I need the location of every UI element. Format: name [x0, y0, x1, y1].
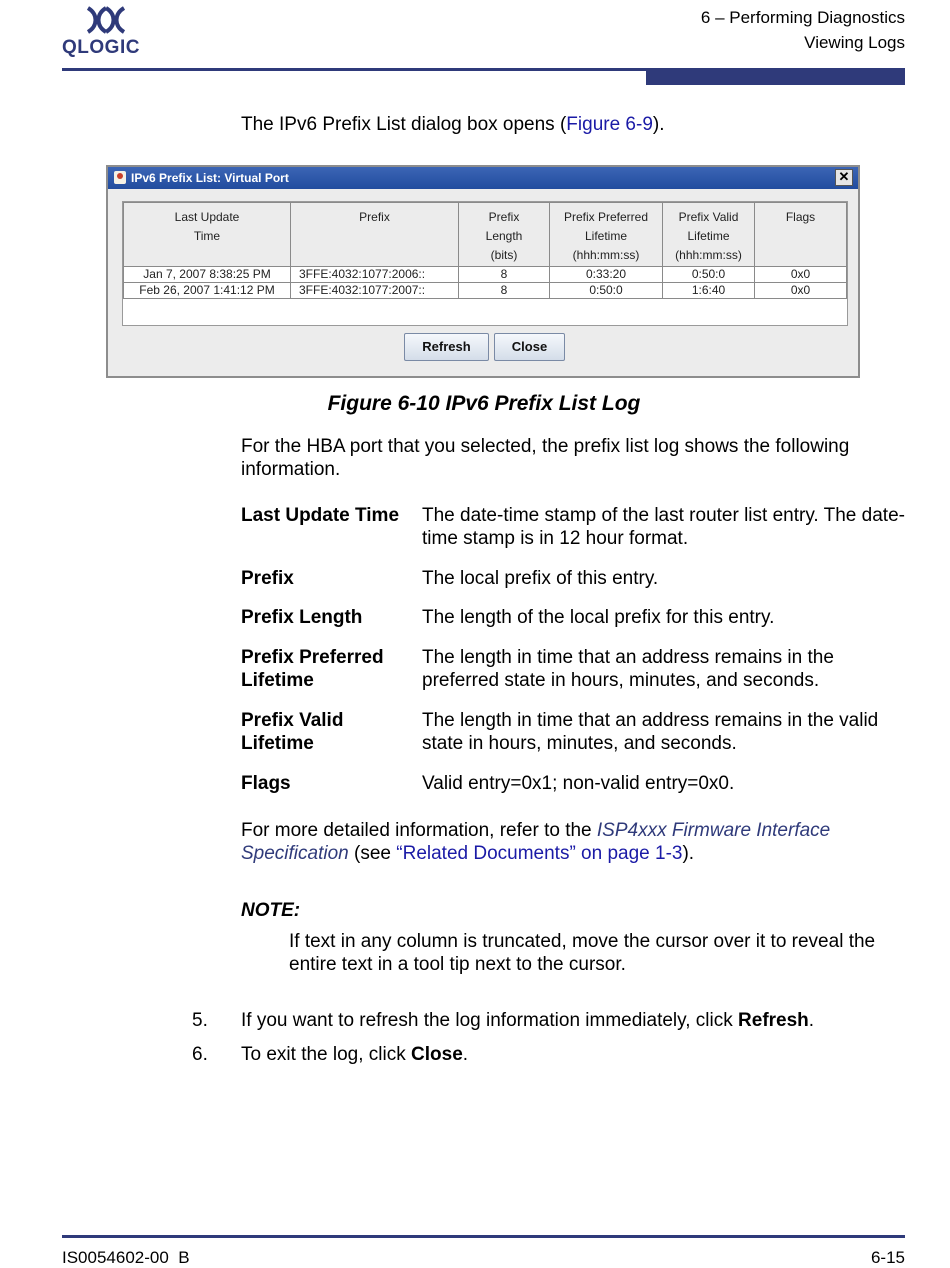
- table-row[interactable]: [124, 283, 847, 299]
- cell-preferred-lifetime: 0:33:20: [550, 267, 663, 283]
- cell-valid-lifetime: 0:50:0: [663, 267, 755, 283]
- figure-link[interactable]: Figure 6-9: [566, 114, 653, 135]
- cell-preferred-lifetime: 0:50:0: [550, 283, 663, 299]
- logo-text: QLOGIC: [62, 37, 140, 58]
- note-heading: NOTE:: [241, 900, 301, 921]
- prefix-list-dialog: [106, 165, 860, 378]
- cell-last-update: Feb 26, 2007 1:41:12 PM: [124, 283, 291, 299]
- spec-link[interactable]: ISP4xxx Firmware Interface Specification: [241, 820, 831, 864]
- term-prefix-length: Prefix Length: [241, 607, 363, 628]
- figure-caption: Figure 6-10 IPv6 Prefix List Log: [327, 392, 641, 415]
- intro-text-end: ).: [652, 114, 665, 135]
- qlogic-logo: [62, 4, 154, 58]
- header-bar: [646, 68, 905, 85]
- step-text-end: .: [808, 1010, 815, 1031]
- desc-prefix-length: The length of the local prefix for this entry.: [422, 607, 775, 628]
- step-ui-term: Refresh: [738, 1010, 809, 1031]
- desc-last-update-time: The date-time stamp of the last router list entry. The date-time stamp is in 12 hour format.: [422, 505, 905, 549]
- more-info-text: For more detailed information, refer to the: [241, 820, 597, 841]
- dialog-title: IPv6 Prefix List: Virtual Port: [131, 171, 289, 185]
- step-text: [241, 1010, 814, 1032]
- step-text-end: .: [462, 1044, 469, 1065]
- note-body: If text in any column is truncated, move the cursor over it to reveal the entire text in a tool tip next to the cursor.: [289, 931, 876, 975]
- term-prefix: Prefix: [241, 568, 294, 589]
- more-info-paragraph: [241, 819, 905, 865]
- desc-flags: Valid entry=0x1; non-valid entry=0x0.: [422, 773, 735, 794]
- prefix-table-container: [122, 201, 848, 326]
- document-id: IS0054602-00 B: [62, 1248, 190, 1267]
- close-icon[interactable]: ✕: [835, 169, 853, 186]
- step-ui-term: Close: [411, 1044, 463, 1065]
- cell-last-update: Jan 7, 2007 8:38:25 PM: [124, 267, 291, 283]
- desc-prefix-valid-lifetime: The length in time that an address remains in the valid state in hours, minutes, and seconds.: [422, 710, 879, 754]
- footer-rule: [62, 1235, 905, 1238]
- step-text-part: If you want to refresh the log information immediately, click: [241, 1010, 739, 1031]
- intro-paragraph: [241, 114, 665, 136]
- cell-prefix: 3FFE:4032:1077:2006::: [291, 267, 459, 283]
- more-info-middle: (see: [348, 843, 397, 864]
- desc-prefix-preferred-lifetime: The length in time that an address remains in the preferred state in hours, minutes, and seconds.: [422, 647, 834, 691]
- step-number: 5.: [192, 1010, 208, 1031]
- step-text-part: To exit the log, click: [241, 1044, 412, 1065]
- cell-flags: 0x0: [755, 267, 847, 283]
- desc-prefix: The local prefix of this entry.: [422, 568, 659, 589]
- term-last-update-time: Last Update Time: [241, 505, 400, 526]
- column-header-flags[interactable]: Flags: [755, 203, 847, 267]
- more-info-end: ).: [682, 843, 695, 864]
- section-title: Viewing Logs: [804, 33, 905, 52]
- dialog-titlebar[interactable]: [108, 167, 858, 189]
- table-header-row: [124, 203, 847, 267]
- intro-text: The IPv6 Prefix List dialog box opens (: [241, 114, 567, 135]
- refresh-button[interactable]: Refresh: [404, 333, 489, 361]
- term-prefix-preferred-lifetime: Prefix Preferred Lifetime: [241, 647, 384, 691]
- column-header-prefix-length[interactable]: Prefix Length (bits): [459, 203, 550, 267]
- step-text: [241, 1044, 468, 1066]
- column-header-valid-lifetime[interactable]: Prefix Valid Lifetime (hhh:mm:ss): [663, 203, 755, 267]
- column-header-prefix[interactable]: Prefix: [291, 203, 459, 267]
- cell-prefix-length: 8: [459, 267, 550, 283]
- cell-prefix: 3FFE:4032:1077:2007::: [291, 283, 459, 299]
- column-header-last-update[interactable]: Last Update Time: [124, 203, 291, 267]
- close-button[interactable]: Close: [494, 333, 565, 361]
- term-prefix-valid-lifetime: Prefix Valid Lifetime: [241, 710, 344, 754]
- prefix-table: [123, 202, 847, 299]
- step-number: 6.: [192, 1044, 208, 1065]
- chapter-title: 6 – Performing Diagnostics: [700, 8, 905, 27]
- table-row[interactable]: [124, 267, 847, 283]
- page-number: 6-15: [870, 1248, 905, 1267]
- column-header-preferred-lifetime[interactable]: Prefix Preferred Lifetime (hhh:mm:ss): [550, 203, 663, 267]
- java-cup-icon: [114, 171, 126, 184]
- lead-paragraph: For the HBA port that you selected, the prefix list log shows the following information.: [241, 436, 850, 480]
- cell-flags: 0x0: [755, 283, 847, 299]
- cell-prefix-length: 8: [459, 283, 550, 299]
- term-flags: Flags: [241, 773, 291, 794]
- related-documents-link[interactable]: “Related Documents” on page 1-3: [396, 843, 683, 864]
- qlogic-logo-icon: [84, 4, 128, 36]
- cell-valid-lifetime: 1:6:40: [663, 283, 755, 299]
